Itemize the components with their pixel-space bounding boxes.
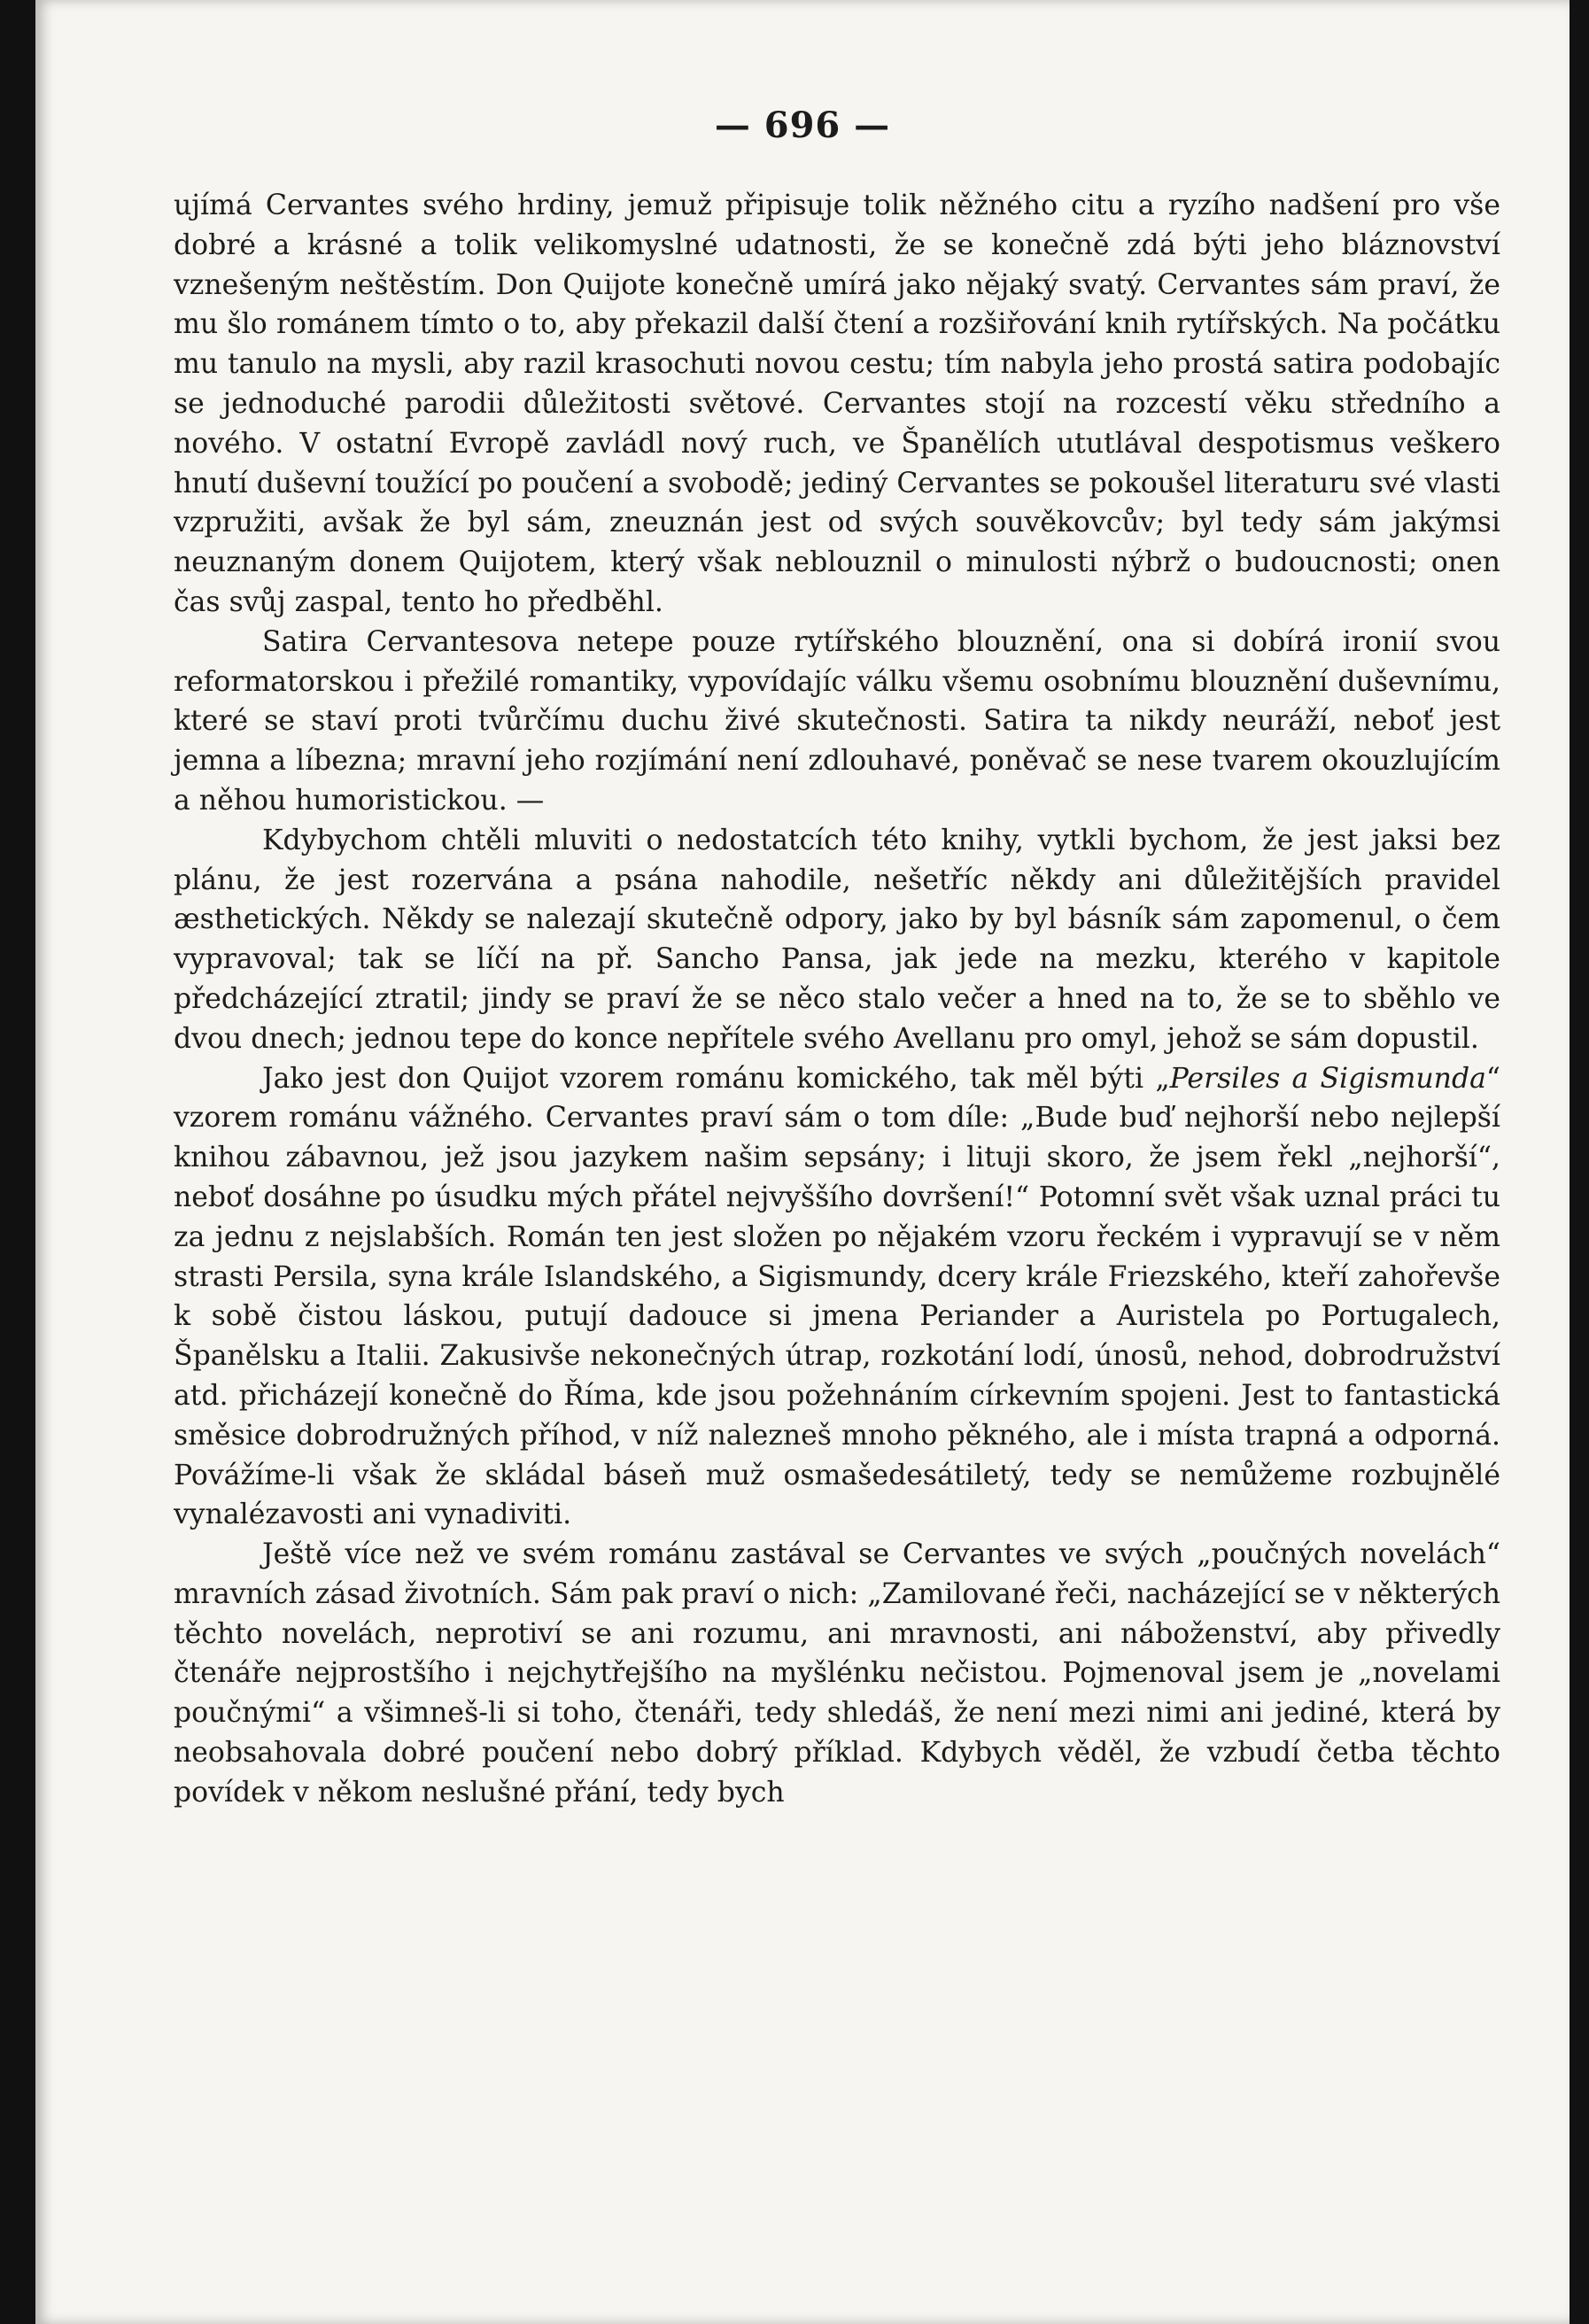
paragraph-3: Kdybychom chtěli mluviti o nedostatcích této knihy, vytkli bychom, že jest jaksi bez plánu, že jest rozervána a psána nahodile, nešetříc někdy ani důležitějších pravidel æsthetických. Někdy se nalezají skutečně odpory, jako by byl básník sám zapomenul, o čem vypravoval; tak se líčí na př. Sancho Pansa, jak jede na mezku, kterého v kapitole předcházející ztratil; jindy se praví že se něco stalo večer a hned na to, že se to sběhlo ve dvou dnech; jednou tepe do konce nepřítele svého Avellanu pro omyl, jehož se sám dopustil. (174, 824, 1500, 1055)
book-page (35, 0, 1570, 2324)
paragraph-4-rest: “ vzorem románu vážného. Cervantes praví sám o tom díle: „Bude buď nejhorší nebo nejlepší knihou zábavnou, jež jsou jazykem našim sepsány; i lituji skoro, že jsem řekl „nejhorší“, neboť dosáhne po úsudku mých přátel nejvyššího dovršení!“ Potomní svět však uznal práci tu za jednu z nejslabších. Román ten jest složen po nějakém vzoru řeckém i vypravují se v něm strasti Persila, syna krále Islandského, a Sigismundy, dcery krále Friezského, kteří zahořevše k sobě čistou láskou, putují dadouce si jmena Periander a Auristela po Portugalech, Španělsku a Italii. Zakusivše nekonečných útrap, rozkotání lodí, únosů, nehod, dobrodružství atd. přicházejí konečně do Říma, kde jsou požehnáním církevním spojeni. Jest to fantastická směsice dobrodružných příhod, v níž nalezneš mnoho pěkného, ale i místa trapná a odporná. Povážíme-li však že skládal báseň muž osmašedesátiletý, tedy se nemůžeme rozbujnělé vynalézavosti ani vynadiviti. (174, 1062, 1500, 1531)
paragraph-4 (174, 1059, 1500, 1536)
scan-border-right (1570, 0, 1589, 2324)
scan-border-left (0, 0, 35, 2324)
paragraph-4-lead: Jako jest don Quijot vzorem románu komického, tak měl býti „ (262, 1062, 1170, 1095)
paragraph-5: Ještě více než ve svém románu zastával se Cervantes ve svých „poučných novelách“ mravních zásad životních. Sám pak praví o nich: „Zamilované řeči, nacházející se v některých těchto novelách, neprotiví se ani rozumu, ani mravnosti, ani náboženství, aby přivedly čtenáře nejprostšího i nejchytřejšího na myšlénku nečistou. Pojmenoval jsem je „novelami poučnými“ a všimneš-li si toho, čtenáři, tedy shledáš, že není mezi nimi ani jediné, která by neobsahovala dobré poučení nebo dobrý příklad. Kdybych věděl, že vzbudí četba těchto povídek v někom neslušné přání, tedy bych (174, 1538, 1500, 1809)
page-number: — 696 — (714, 105, 891, 146)
body-text (174, 186, 1500, 1813)
paragraph-1: ujímá Cervantes svého hrdiny, jemuž připisuje tolik něžného citu a ryzího nadšení pro vše dobré a krásné a tolik velikomyslné udatnosti, že se konečně zdá býti jeho bláznovství vznešeným neštěstím. Don Quijote konečně umírá jako nějaký svatý. Cervantes sám praví, že mu šlo románem tímto o to, aby překazil další čtení a rozšiřování knih rytířských. Na počátku mu tanulo na mysli, aby razil krasochuti novou cestu; tím nabyla jeho prostá satira podobajíc se jednoduché parodii důležitosti světové. Cervantes stojí na rozcestí věku středního a nového. V ostatní Evropě zavládl nový ruch, ve Španělích ututlával despotismus veškero hnutí duševní toužící po poučení a svobodě; jediný Cervantes se pokoušel literaturu své vlasti vzpružiti, avšak že byl sám, zneuznán jest od svých souvěkovcův; byl tedy sám jakýmsi neuznaným donem Quijotem, který však neblouznil o minulosti nýbrž o budoucnosti; onen čas svůj zaspal, tento ho předběhl. (174, 190, 1500, 618)
book-title-persiles: Persiles a Sigismunda (1169, 1062, 1486, 1095)
paragraph-2: Satira Cervantesova netepe pouze rytířského blouznění, ona si dobírá ironií svou reformatorskou i přežilé romantiky, vypovídajíc válku všemu osobnímu blouznění duševnímu, které se staví proti tvůrčímu duchu živé skutečnosti. Satira ta nikdy neuráží, neboť jest jemna a líbezna; mravní jeho rozjímání není zdlouhavé, poněvač se nese tvarem okouzlujícím a něhou humoristickou. — (174, 625, 1500, 817)
